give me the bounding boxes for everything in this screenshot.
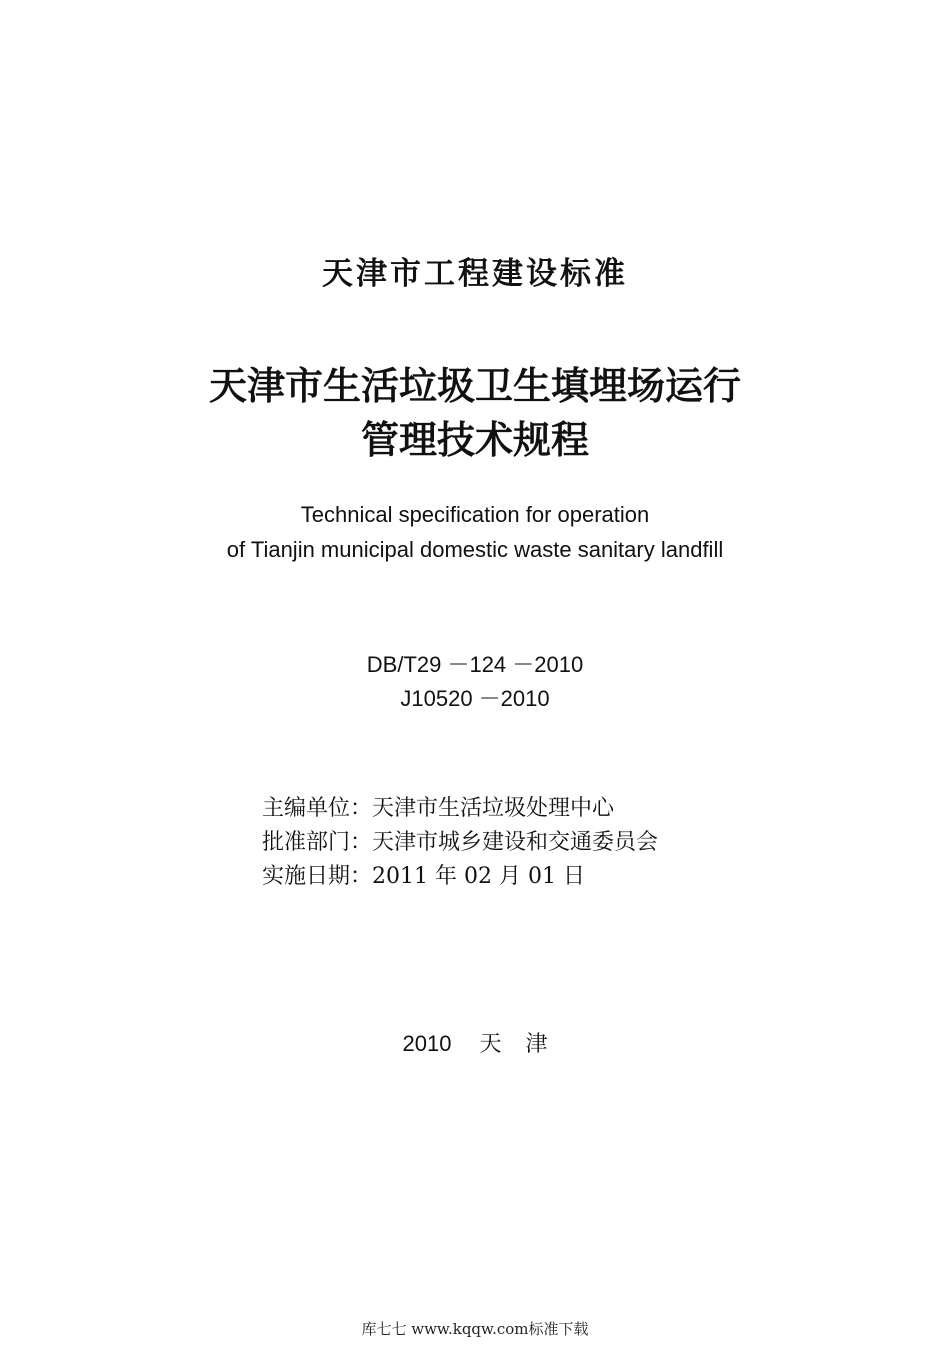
standard-series-title: 天津市工程建设标准 [322,256,628,292]
chinese-title-line-1: 天津市生活垃圾卫生填埋场运行 [208,363,741,408]
place-char-1: 天 [479,1031,502,1056]
chinese-title-line-2: 管理技术规程 [360,417,589,462]
publication-year-place [0,1028,950,1060]
info-label: 实施日期： [262,864,373,889]
info-row-effective-date [262,862,585,892]
place-char-2: 津 [525,1031,548,1056]
info-value: 天津市生活垃圾处理中心 [372,796,615,821]
info-label: 批准部门： [262,830,373,855]
english-title-line-1: Technical specification for operation [300,502,650,527]
info-row-approver [262,828,658,858]
info-value: 2011 年 02 月 01 日 [372,864,585,889]
info-value: 天津市城乡建设和交通委员会 [372,830,659,855]
record-number: J10520 －2010 [400,686,550,711]
info-row-editor [262,794,614,824]
standard-number: DB/T29 －124 －2010 [366,652,584,677]
info-label: 主编单位： [262,796,373,821]
publication-year: 2010 [402,1031,452,1056]
english-title-line-2: of Tianjin municipal domestic waste sanitary landfill [226,537,724,562]
download-watermark-text: 库七七 www.kqqw.com标准下载 [361,1320,589,1338]
